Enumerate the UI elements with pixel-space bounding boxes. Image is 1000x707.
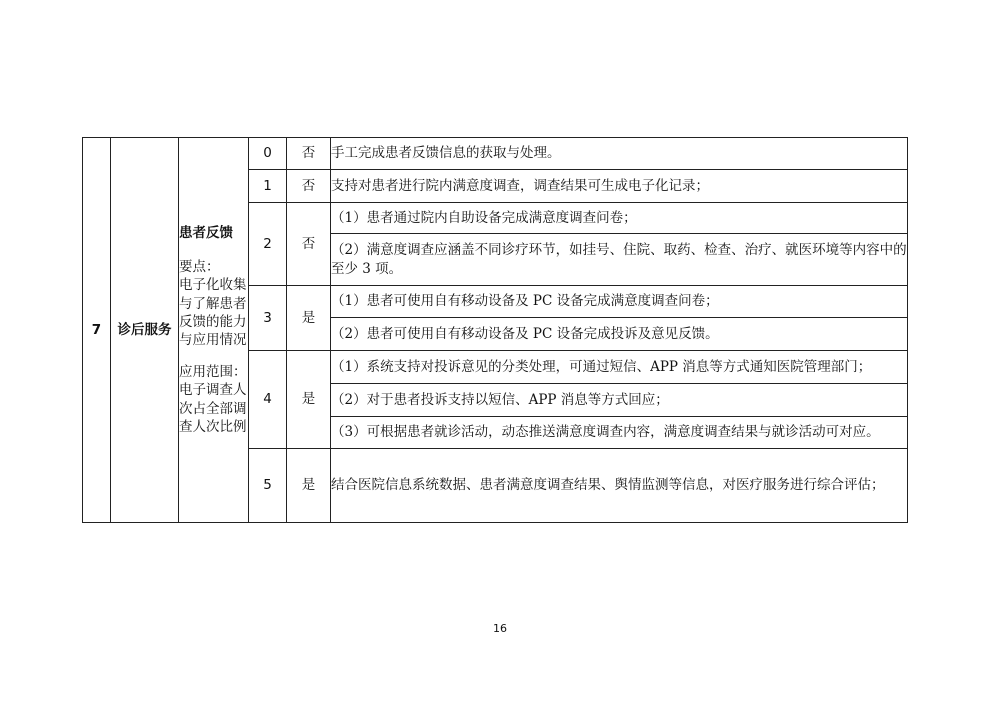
table-row <box>83 138 908 170</box>
points-label: 要点： <box>179 259 220 276</box>
scope-label: 应用范围： <box>179 364 247 381</box>
evaluation-table <box>82 137 908 523</box>
level-cell: 3 <box>249 286 287 351</box>
aspect-title: 患者反馈 <box>179 224 233 241</box>
level-cell: 2 <box>249 203 287 286</box>
basic-cell: 是 <box>287 351 331 449</box>
requirement-cell: 手工完成患者反馈信息的获取与处理。 <box>331 138 908 170</box>
requirement-cell: （2）患者可使用自有移动设备及 PC 设备完成投诉及意见反馈。 <box>331 318 908 351</box>
level-cell: 0 <box>249 138 287 170</box>
scope-text: 电子调查人次占全部调查人次比例 <box>179 382 247 435</box>
basic-cell: 是 <box>287 449 331 523</box>
level-cell: 5 <box>249 449 287 523</box>
basic-cell: 否 <box>287 138 331 170</box>
aspect-cell <box>179 138 249 523</box>
basic-cell: 是 <box>287 286 331 351</box>
requirement-cell: （1）患者可使用自有移动设备及 PC 设备完成满意度调查问卷； <box>331 286 908 318</box>
level-cell: 1 <box>249 170 287 203</box>
item-number: 7 <box>83 138 111 523</box>
level-cell: 4 <box>249 351 287 449</box>
basic-cell: 否 <box>287 170 331 203</box>
requirement-cell: （2）满意度调查应涵盖不同诊疗环节，如挂号、住院、取药、检查、治疗、就医环境等内容中的至少 3 项。 <box>331 234 908 286</box>
requirement-cell: （3）可根据患者就诊活动，动态推送满意度调查内容，满意度调查结果与就诊活动可对应。 <box>331 417 908 449</box>
requirement-cell: （2）对于患者投诉支持以短信、APP 消息等方式回应； <box>331 384 908 417</box>
basic-cell: 否 <box>287 203 331 286</box>
requirement-cell: （1）患者通过院内自助设备完成满意度调查问卷； <box>331 203 908 234</box>
category-cell: 诊后服务 <box>111 138 179 523</box>
requirement-cell: （1）系统支持对投诉意见的分类处理，可通过短信、APP 消息等方式通知医院管理部门； <box>331 351 908 384</box>
points-text: 电子化收集与了解患者反馈的能力与应用情况 <box>179 277 247 348</box>
page-number: 16 <box>493 622 507 635</box>
requirement-cell: 支持对患者进行院内满意度调查，调查结果可生成电子化记录； <box>331 170 908 203</box>
requirement-cell: 结合医院信息系统数据、患者满意度调查结果、舆情监测等信息，对医疗服务进行综合评估； <box>331 449 908 523</box>
